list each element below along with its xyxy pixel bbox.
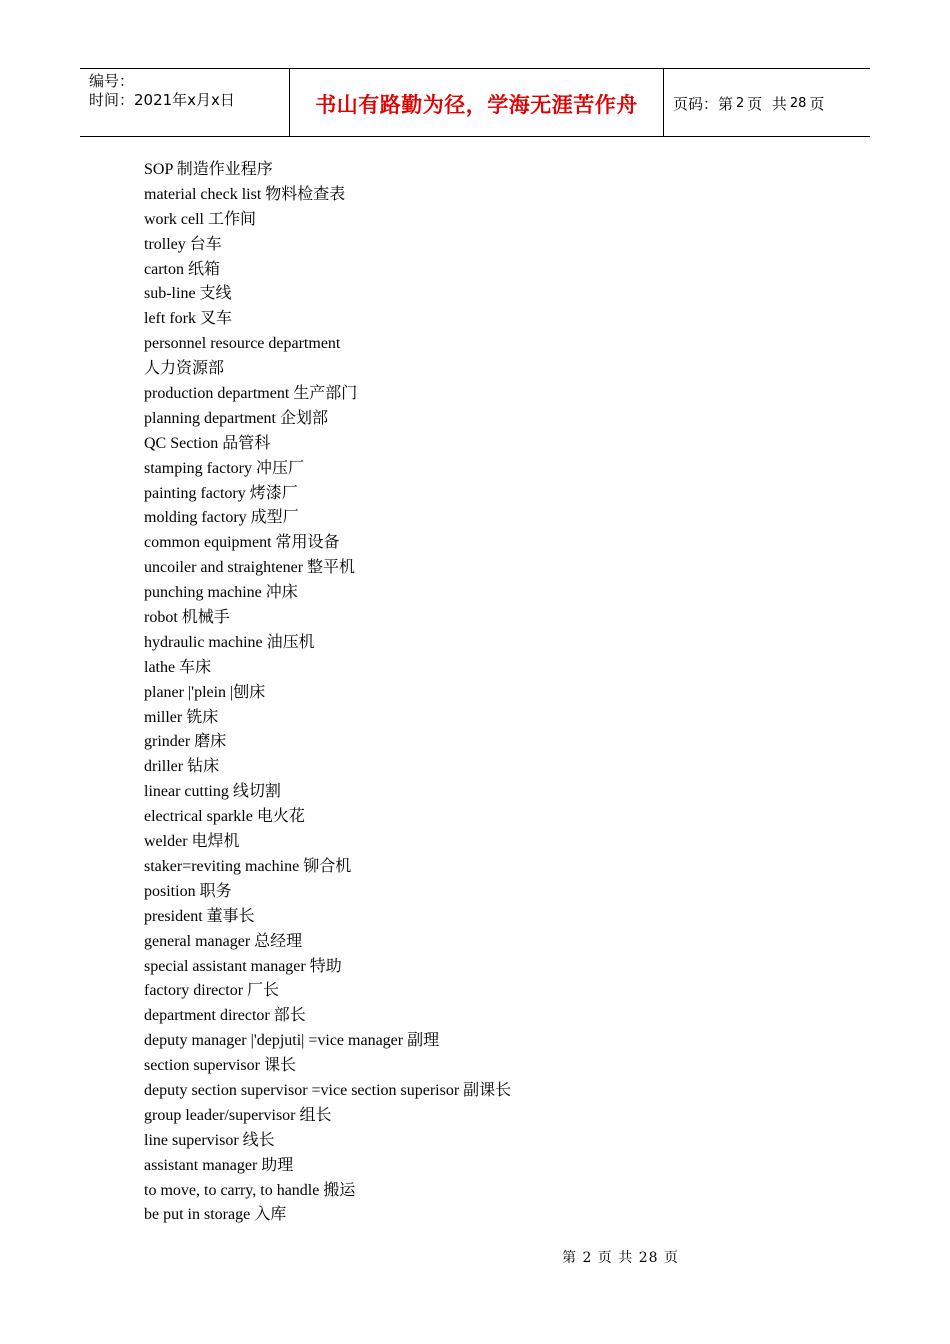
- list-item: personnel resource department: [144, 335, 341, 353]
- list-item: driller 钻床: [144, 758, 220, 776]
- list-item: stamping factory 冲压厂: [144, 459, 304, 477]
- list-item: common equipment 常用设备: [144, 534, 340, 552]
- list-item: linear cutting 线切割: [144, 783, 281, 801]
- vocabulary-list: [144, 158, 511, 1228]
- list-item: production department 生产部门: [144, 385, 358, 403]
- list-item: molding factory 成型厂: [144, 509, 299, 527]
- list-item: hydraulic machine 油压机: [144, 633, 315, 651]
- list-item: planning department 企划部: [144, 409, 328, 427]
- list-item: punching machine 冲床: [144, 584, 298, 602]
- list-item: SOP 制造作业程序: [144, 161, 273, 178]
- header-motto: 书山有路勤为径，学海无涯苦作舟: [289, 69, 664, 136]
- list-item: robot 机械手: [144, 609, 230, 627]
- list-item: electrical sparkle 电火花: [144, 808, 305, 826]
- list-item: to move, to carry, to handle 搬运: [144, 1181, 356, 1199]
- page-label-suffix: 页: [809, 94, 825, 113]
- list-item: carton 纸箱: [144, 260, 220, 278]
- list-item: miller 铣床: [144, 708, 219, 726]
- list-item: lathe 车床: [144, 658, 212, 676]
- header-meta: [80, 69, 289, 136]
- page-current: 2: [736, 95, 745, 111]
- list-item: deputy section supervisor =vice section superisor 副课长: [144, 1081, 512, 1099]
- list-item: painting factory 烤漆厂: [144, 484, 298, 502]
- list-item: factory director 厂长: [144, 982, 280, 1000]
- list-item: position 职务: [144, 882, 232, 900]
- number-label: 编号：: [89, 72, 135, 90]
- list-item: deputy manager |'depjuti| =vice manager 副理: [144, 1032, 440, 1050]
- list-item: department director 部长: [144, 1007, 306, 1025]
- list-item: sub-line 支线: [144, 285, 232, 303]
- list-item: line supervisor 线长: [144, 1131, 275, 1149]
- list-item: welder 电焊机: [144, 833, 240, 851]
- page-header: [80, 68, 870, 137]
- list-item: planer |'plein |刨床: [144, 683, 266, 701]
- list-item: be put in storage 入库: [144, 1206, 287, 1224]
- page-label-prefix: 页码：第: [673, 94, 734, 113]
- list-item: group leader/supervisor 组长: [144, 1106, 332, 1124]
- page-total: 28: [789, 95, 807, 111]
- list-item: assistant manager 助理: [144, 1156, 294, 1174]
- list-item: staker=reviting machine 铆合机: [144, 857, 352, 875]
- list-item: trolley 台车: [144, 235, 222, 253]
- list-item: 人力资源部: [144, 360, 225, 378]
- list-item: grinder 磨床: [144, 733, 227, 751]
- time-label: 时间：2021年x月x日: [89, 91, 235, 109]
- page-footer: 第 2 页 共 28 页: [562, 1250, 679, 1266]
- list-item: president 董事长: [144, 907, 255, 925]
- list-item: QC Section 品管科: [144, 434, 271, 452]
- header-page-info: [664, 69, 870, 136]
- list-item: left fork 叉车: [144, 310, 232, 328]
- page-label-mid: 页 共: [747, 94, 787, 113]
- list-item: work cell 工作间: [144, 210, 256, 228]
- list-item: uncoiler and straightener 整平机: [144, 559, 356, 577]
- list-item: section supervisor 课长: [144, 1057, 296, 1075]
- list-item: special assistant manager 特助: [144, 957, 342, 975]
- list-item: material check list 物料检查表: [144, 185, 346, 203]
- list-item: general manager 总经理: [144, 932, 303, 950]
